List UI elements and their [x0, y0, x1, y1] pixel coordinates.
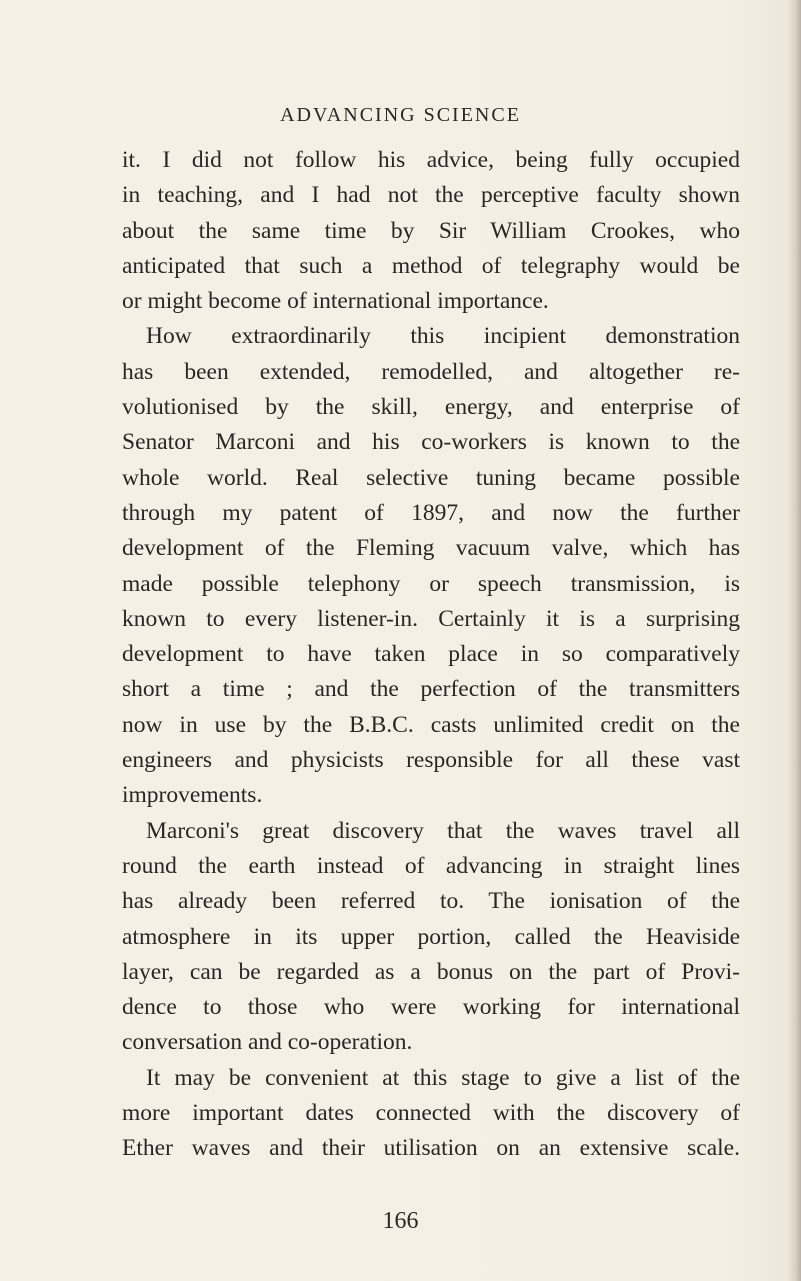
text-line: It may be convenient at this stage to give a list of the: [146, 1064, 740, 1091]
text-line: layer, can be regarded as a bonus on the part of Provi-: [122, 958, 740, 985]
text-line: volutionised by the skill, energy, and enterprise of: [122, 394, 740, 421]
text-line: development to have taken place in so comparatively: [122, 641, 740, 668]
text-line: has been extended, remodelled, and altogether re-: [122, 358, 740, 385]
text-line: dence to those who were working for international: [122, 994, 740, 1021]
text-line: about the same time by Sir William Crookes, who: [122, 217, 740, 244]
page-edge-shadow: [787, 0, 801, 1281]
text-line: has already been referred to. The ionisation of the: [122, 888, 740, 915]
text-line: Marconi's great discovery that the waves travel all: [146, 817, 740, 844]
text-line: known to every listener-in. Certainly it is a surprising: [122, 605, 740, 632]
text-line: or might become of international importance.: [122, 288, 549, 315]
page-number: 166: [382, 1208, 419, 1234]
text-line: more important dates connected with the discovery of: [122, 1100, 740, 1127]
text-line: conversation and co-operation.: [122, 1029, 413, 1056]
text-line: Senator Marconi and his co-workers is known to the: [122, 429, 740, 456]
text-line: now in use by the B.B.C. casts unlimited credit on the: [122, 711, 740, 738]
text-line: How extraordinarily this incipient demonstration: [146, 323, 740, 350]
text-line: Ether waves and their utilisation on an extensive scale.: [122, 1135, 740, 1162]
paragraph-1: [122, 143, 740, 319]
text-line: short a time ; and the perfection of the transmitters: [122, 676, 740, 703]
running-head: ADVANCING SCIENCE: [280, 104, 521, 126]
paragraph-4: [122, 1061, 740, 1167]
text-line: through my patent of 1897, and now the further: [122, 499, 740, 526]
text-line: whole world. Real selective tuning became possible: [122, 464, 740, 491]
paragraph-2: [122, 319, 740, 813]
text-line: engineers and physicists responsible for all these vast: [122, 747, 740, 774]
body-text: [122, 143, 740, 1167]
text-line: round the earth instead of advancing in straight lines: [122, 852, 740, 879]
paragraph-3: [122, 814, 740, 1061]
text-line: made possible telephony or speech transmission, is: [122, 570, 740, 597]
text-line: it. I did not follow his advice, being fully occupied: [122, 147, 740, 173]
text-line: improvements.: [122, 782, 263, 809]
text-line: in teaching, and I had not the perceptive faculty shown: [122, 182, 740, 209]
text-line: anticipated that such a method of telegraphy would be: [122, 252, 740, 279]
text-line: atmosphere in its upper portion, called the Heaviside: [122, 923, 740, 950]
text-line: development of the Fleming vacuum valve, which has: [122, 535, 740, 562]
